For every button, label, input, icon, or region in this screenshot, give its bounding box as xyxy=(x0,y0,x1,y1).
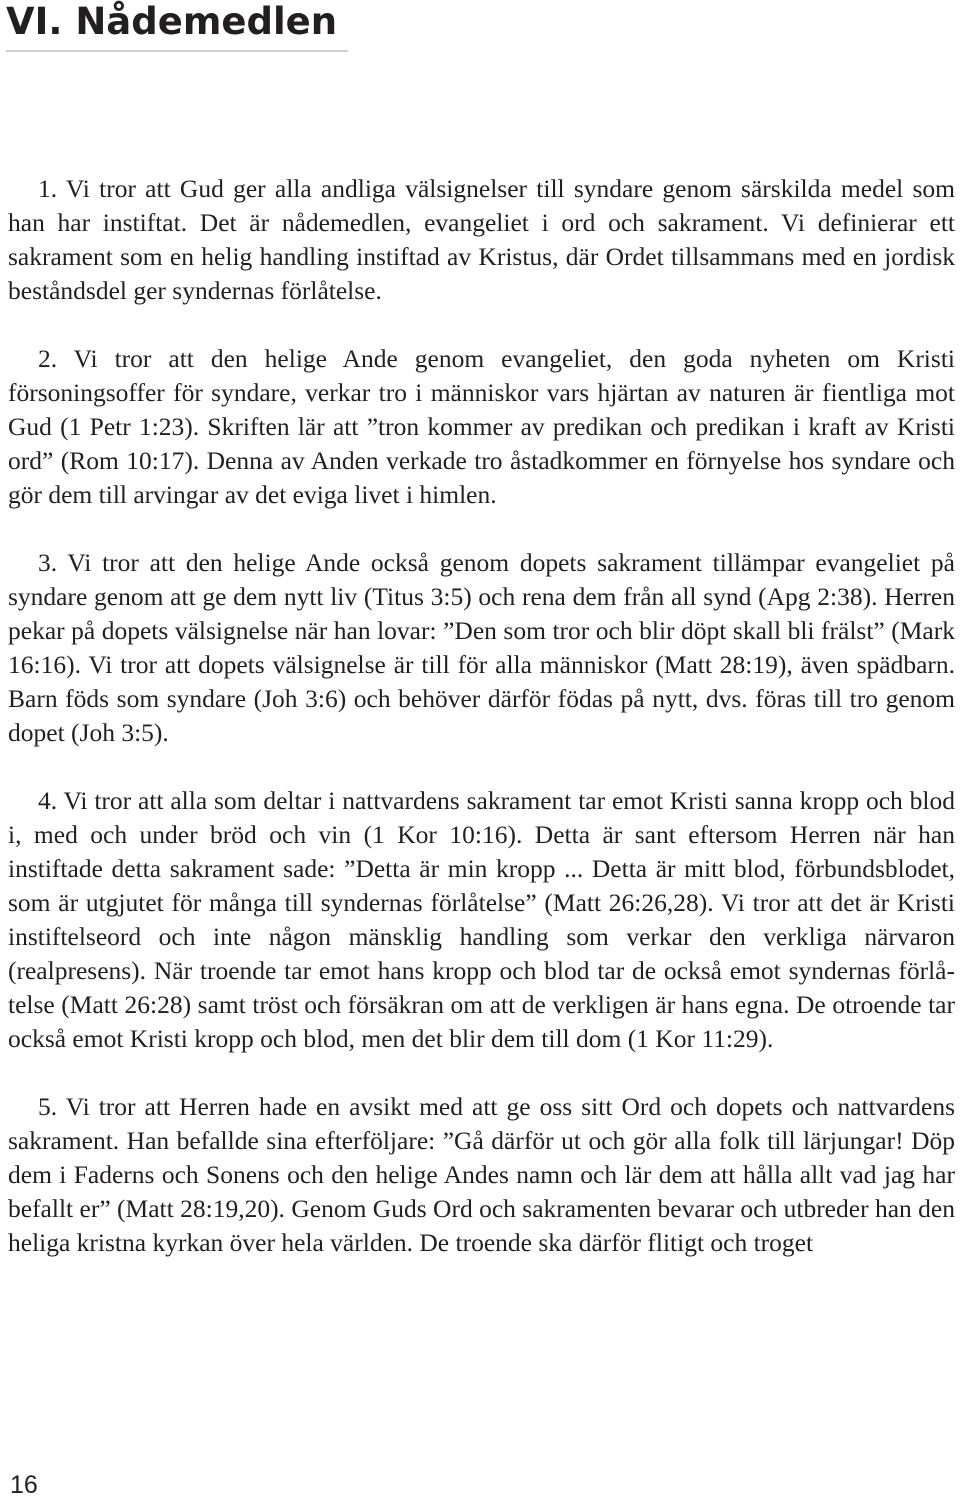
body-text xyxy=(8,172,955,1294)
title-underline xyxy=(6,50,348,52)
paragraph-4: 4. Vi tror att alla som deltar i nattvardens sakrament tar emot Kristi sanna kropp och blod i, med och under bröd och vin (1 Kor 10:16). Detta är sant eftersom Herren när han instiftade detta sakrament sade: ”Detta är min kropp ... Detta är mitt blod, förbundsblodet, som är utgjutet för många till syndernas förlåtelse” (Matt 26:26,28). Vi tror att det är Kristi instiftelseord och inte någon mänsklig handling som verkar den verkliga närvaron (realpresens). När troende tar emot hans kropp och blod tar de också emot syndernas förlåtelse (Matt 26:28) samt tröst och försäkran om att de verkligen är hans egna. De otroende tar också emot Kristi kropp och blod, men det blir dem till dom (1 Kor 11:29). xyxy=(8,786,955,1053)
paragraph-3: 3. Vi tror att den helige Ande också genom dopets sakrament tillämpar evangeliet på syndare genom att ge dem nytt liv (Titus 3:5) och rena dem från all synd (Apg 2:38). Herren pekar på dopets välsignelse när han lovar: ”Den som tror och blir döpt skall bli frälst” (Mark 16:16). Vi tror att dopets välsignelse är till för alla människor (Matt 28:19), även spädbarn. Barn föds som syndare (Joh 3:6) och behöver därför födas på nytt, dvs. föras till tro genom dopet (Joh 3:5). xyxy=(8,548,955,747)
paragraph-2: 2. Vi tror att den helige Ande genom evangeliet, den goda nyheten om Kristi försoningsoffer för syndare, verkar tro i människor vars hjärtan av naturen är fientliga mot Gud (1 Petr 1:23). Skriften lär att ”tron kommer av predikan och predikan i kraft av Kristi ord” (Rom 10:17). Denna av Anden verkade tro åstadkommer en förnyelse hos syndare och gör dem till arvingar av det eviga livet i himlen. xyxy=(8,344,955,509)
paragraph-5: 5. Vi tror att Herren hade en avsikt med att ge oss sitt Ord och dopets och nattvardens sakrament. Han befallde sina efterföljare: ”Gå därför ut och gör alla folk till lärjungar! Döp dem i Faderns och Sonens och den helige Andes namn och lär dem att hålla allt vad jag har befallt er” (Matt 28:19,20). Genom Guds Ord och sakramenten bevarar och utbreder han den heliga kristna kyrkan över hela världen. De troende ska därför flitigt och troget xyxy=(8,1092,955,1257)
paragraph-1: 1. Vi tror att Gud ger alla andliga välsignelser till syndare genom särskilda medel som han har instiftat. Det är nådemedlen, evangeliet i ord och sakrament. Vi definierar ett sakrament som en helig handling instiftad av Kristus, där Ordet tillsammans med en jordisk beståndsdel ger syndernas förlåtelse. xyxy=(8,174,955,305)
page-number: 16 xyxy=(10,1471,38,1499)
chapter-title: VI. Nådemedlen xyxy=(6,0,338,43)
